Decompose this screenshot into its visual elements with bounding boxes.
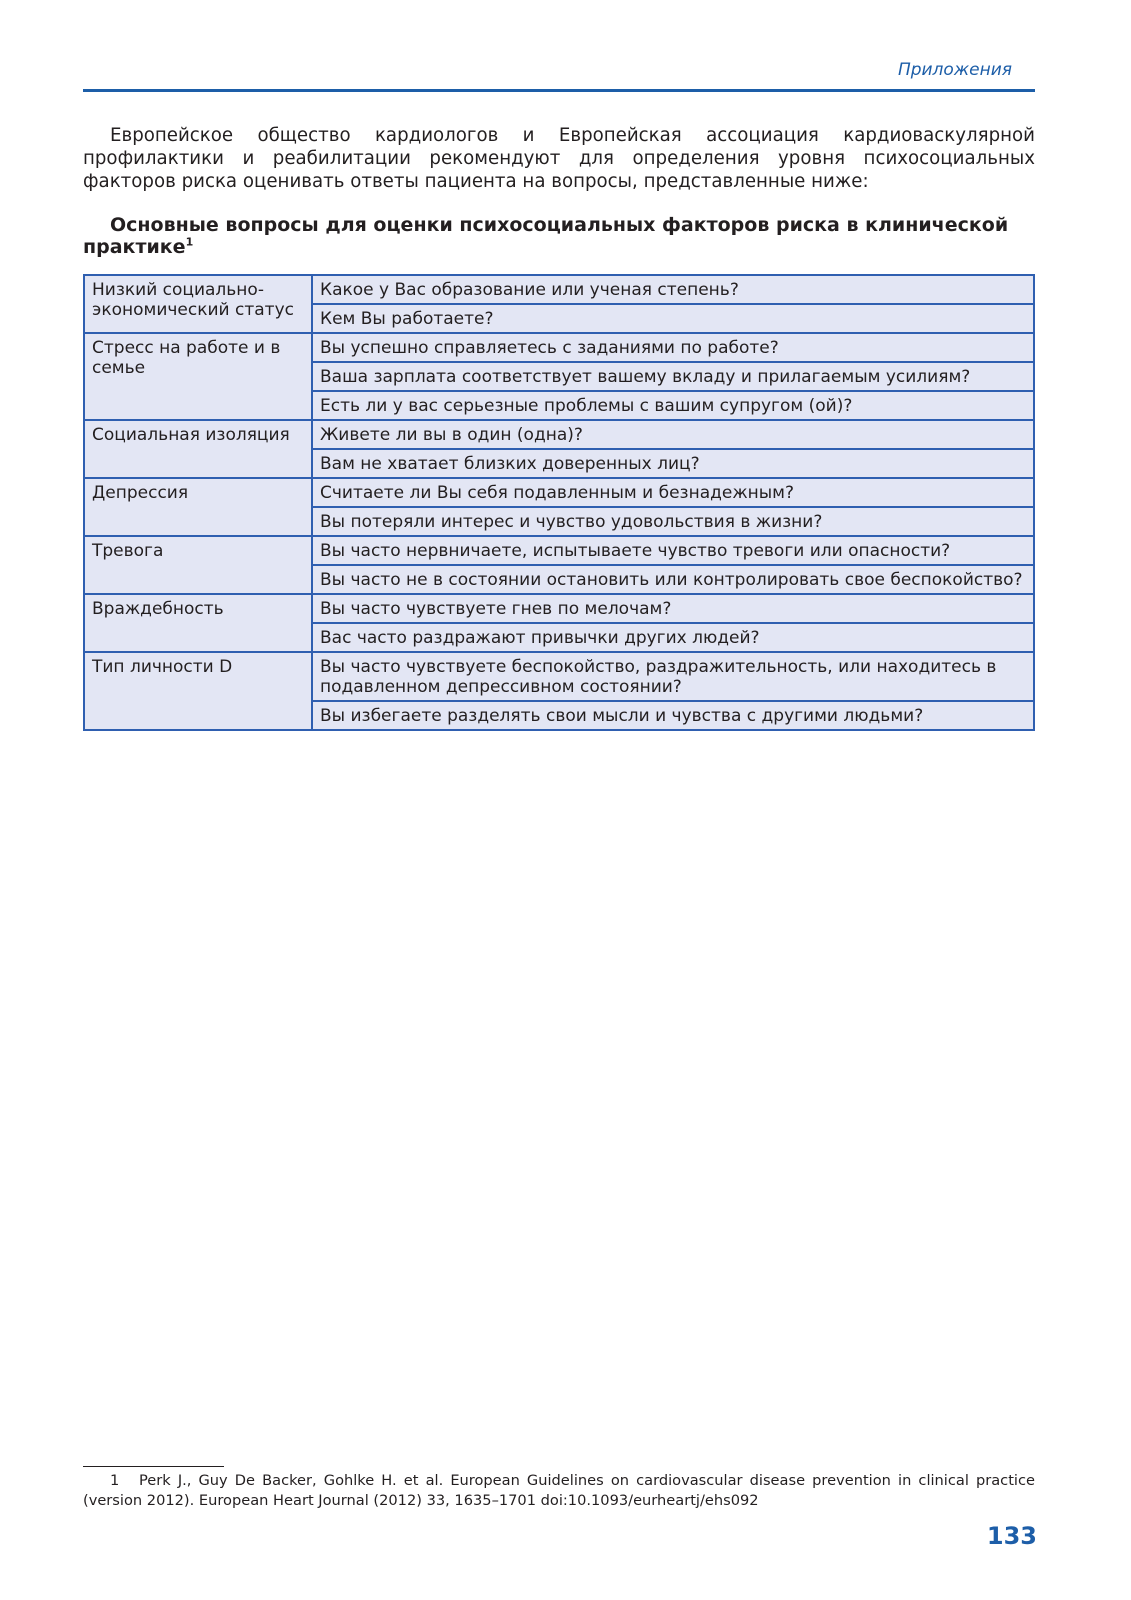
question-cell: Вас часто раздражают привычки других людей? — [312, 623, 1034, 652]
table-heading — [83, 214, 1035, 258]
footnote-divider — [83, 1466, 224, 1467]
page-number: 133 — [986, 1522, 1037, 1550]
category-cell: Враждебность — [84, 594, 312, 652]
table-row — [84, 333, 1034, 362]
table-row — [84, 536, 1034, 565]
footnote-number: 1 — [110, 1472, 120, 1489]
questions-table — [83, 274, 1035, 731]
questions-table-body — [84, 275, 1034, 730]
question-cell: Есть ли у вас серьезные проблемы с вашим супругом (ой)? — [312, 391, 1034, 420]
category-cell: Социальная изоляция — [84, 420, 312, 478]
table-row — [84, 594, 1034, 623]
category-cell: Тревога — [84, 536, 312, 594]
category-cell: Низкий социально-экономический статус — [84, 275, 312, 333]
question-cell: Вы часто нервничаете, испытываете чувство тревоги или опасности? — [312, 536, 1034, 565]
header-divider — [83, 89, 1035, 92]
question-cell: Вы избегаете разделять свои мысли и чувства с другими людьми? — [312, 701, 1034, 730]
question-cell: Живете ли вы в один (одна)? — [312, 420, 1034, 449]
question-cell: Какое у Вас образование или ученая степень? — [312, 275, 1034, 304]
question-cell: Считаете ли Вы себя подавленным и безнадежным? — [312, 478, 1034, 507]
table-row — [84, 420, 1034, 449]
footnote-text: Perk J., Guy De Backer, Gohlke H. et al. European Guidelines on cardiovascular disease prevention in clinical practice (version 2012). European Heart Journal (2012) 33, 1635–1701 doi:10.1093/eurheartj/ehs092 — [83, 1472, 1035, 1509]
question-cell: Вам не хватает близких доверенных лиц? — [312, 449, 1034, 478]
category-cell: Стресс на работе и в семье — [84, 333, 312, 420]
running-header: Приложения — [897, 60, 1012, 80]
question-cell: Вы успешно справляетесь с заданиями по работе? — [312, 333, 1034, 362]
question-cell: Ваша зарплата соответствует вашему вкладу и прилагаемым усилиям? — [312, 362, 1034, 391]
intro-paragraph: Европейское общество кардиологов и Европейская ассоциация кардиоваскулярной профилактики и реабилитации рекомендуют для определения уровня психосоциальных факторов риска оценивать ответы пациента на вопросы, представленные ниже: — [83, 125, 1035, 192]
question-cell: Вы часто не в состоянии остановить или контролировать свое беспокойство? — [312, 565, 1034, 594]
category-cell: Депрессия — [84, 478, 312, 536]
table-row — [84, 275, 1034, 304]
table-row — [84, 478, 1034, 507]
question-cell: Вы часто чувствуете гнев по мелочам? — [312, 594, 1034, 623]
category-cell: Тип личности D — [84, 652, 312, 730]
question-cell: Вы часто чувствуете беспокойство, раздражительность, или находитесь в подавленном депрессивном состоянии? — [312, 652, 1034, 701]
footnote-mark: 1 — [185, 235, 194, 249]
question-cell: Кем Вы работаете? — [312, 304, 1034, 333]
question-cell: Вы потеряли интерес и чувство удовольствия в жизни? — [312, 507, 1034, 536]
table-heading-text: Основные вопросы для оценки психосоциальных факторов риска в клинической практике — [83, 214, 1009, 258]
footnote — [83, 1471, 1035, 1511]
table-row — [84, 652, 1034, 701]
